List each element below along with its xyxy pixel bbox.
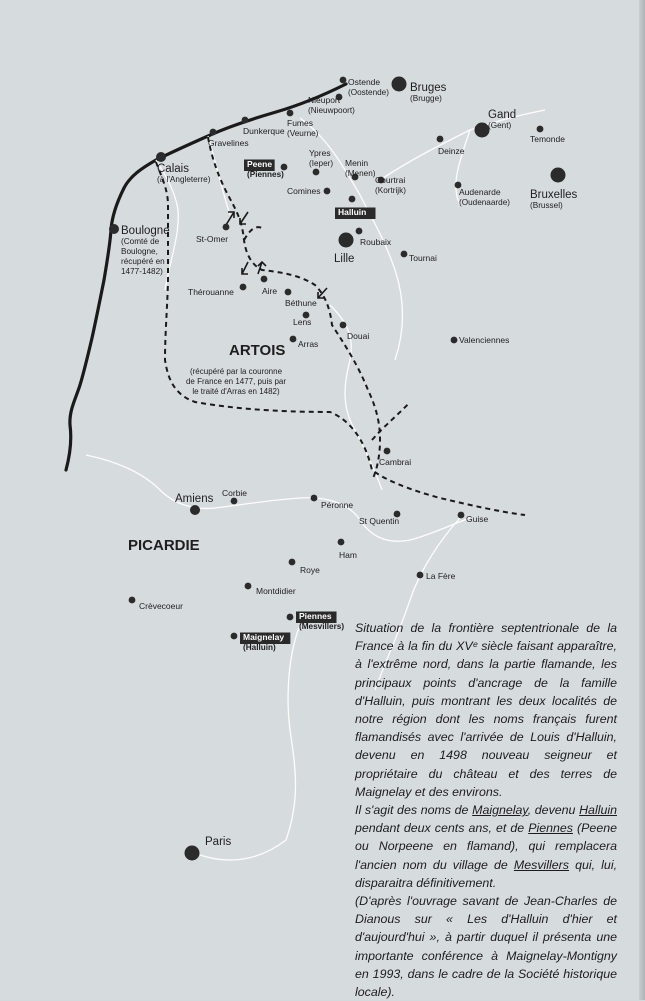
place-label-audenarde-1: (Oudenaarde)	[459, 198, 510, 207]
place-dot-fumes	[287, 110, 294, 117]
place-label-deinze-0: Deinze	[438, 146, 465, 156]
place-dot-temonde	[537, 126, 544, 133]
place-dot-halluin	[349, 196, 356, 203]
place-dot-guise	[458, 512, 465, 519]
place-dot-peronne	[311, 495, 318, 502]
region-artois-note-3: le traité d'Arras en 1482)	[192, 387, 280, 396]
place-therouanne	[188, 284, 246, 297]
place-label-ypres-0: Ypres	[309, 148, 331, 158]
place-label-bruges-1: (Brugge)	[410, 94, 442, 103]
place-dot-paris	[185, 846, 200, 861]
place-crevecoeur	[129, 597, 184, 611]
place-label-bethune-0: Béthune	[285, 298, 317, 308]
underlined-halluin: Halluin	[579, 803, 617, 818]
place-arras	[290, 336, 319, 349]
place-label-roye-0: Roye	[300, 565, 320, 575]
place-dot-maignelay	[231, 633, 238, 640]
place-label-roubaix-0: Roubaix	[360, 237, 392, 247]
place-label-crevecoeur-0: Crèvecoeur	[139, 601, 183, 611]
place-peronne	[311, 495, 354, 510]
place-dot-deinze	[437, 136, 444, 143]
place-dot-lafere	[417, 572, 424, 579]
place-label-courtrai-0: Courtrai	[375, 175, 406, 185]
place-aire	[261, 276, 278, 296]
place-label-piennes-1: (Mesvillers)	[299, 622, 345, 631]
place-stomer	[196, 224, 229, 244]
place-label-ypres-1: (Ieper)	[309, 159, 334, 168]
place-dot-roye	[289, 559, 296, 566]
place-ham	[338, 539, 357, 560]
place-montdidier	[245, 583, 296, 596]
place-dunkerque	[242, 117, 285, 136]
place-label-peene-0: Peene	[247, 159, 273, 169]
place-ostende	[340, 77, 390, 97]
place-guise	[458, 512, 489, 524]
place-label-douai-0: Douai	[347, 331, 370, 341]
place-dot-bethune	[285, 289, 292, 296]
place-label-menin-0: Menin	[345, 158, 369, 168]
place-dot-boulogne	[109, 224, 119, 234]
place-label-fumes-1: (Veurne)	[287, 129, 319, 138]
place-label-maignelay-1: (Halluin)	[243, 643, 276, 652]
place-label-dunkerque-0: Dunkerque	[243, 126, 285, 136]
place-douai	[340, 322, 370, 341]
place-lille	[334, 233, 354, 266]
region-artois-note-1: (récupéré par la couronne	[189, 367, 283, 376]
place-label-peene-1: (Piennes)	[247, 170, 284, 179]
place-label-guise-0: Guise	[466, 514, 489, 524]
place-label-maignelay-0: Maignelay	[243, 632, 285, 642]
place-label-cambrai-0: Cambrai	[379, 457, 412, 467]
place-label-fumes-0: Fumes	[287, 118, 313, 128]
place-dot-gravelines	[210, 129, 217, 136]
place-label-gand-0: Gand	[488, 109, 517, 121]
place-dot-corbie	[231, 498, 238, 505]
place-valenciennes	[451, 335, 510, 345]
place-label-nieuport-0: Nieuport	[308, 95, 341, 105]
place-dot-arras	[290, 336, 297, 343]
underlined-piennes: Piennes	[528, 821, 573, 836]
place-dot-cambrai	[384, 448, 391, 455]
place-bethune	[285, 289, 317, 308]
place-label-halluin-0: Halluin	[338, 207, 367, 217]
place-menin	[345, 158, 376, 180]
place-dot-stomer	[223, 224, 230, 231]
place-label-boulogne-1: (Comté de	[121, 237, 160, 246]
place-boulogne	[109, 224, 170, 276]
place-label-gravelines-0: Gravelines	[208, 138, 249, 148]
place-comines	[287, 186, 330, 196]
place-dot-tournai	[401, 251, 408, 258]
place-lens	[293, 312, 311, 327]
place-dot-ham	[338, 539, 345, 546]
place-roye	[289, 559, 321, 575]
place-label-montdidier-0: Montdidier	[256, 586, 296, 596]
place-label-bruxelles-1: (Brussel)	[530, 201, 563, 210]
place-label-lafere-0: La Fère	[426, 571, 456, 581]
caption-paragraph-3: (D'après l'ouvrage savant de Jean-Charles de Dianous sur « Les d'Halluin d'hier et d'aujourd'hui », à partir duquel il présenta une importante conférence à Maignelay-Montigny en 1993, dans le cadre de la Société historique locale).	[355, 894, 617, 1000]
place-label-boulogne-4: 1477-1482)	[121, 267, 163, 276]
place-label-corbie-0: Corbie	[222, 488, 248, 498]
place-courtrai	[375, 175, 406, 195]
place-label-boulogne-0: Boulogne	[121, 225, 170, 237]
place-label-bruges-0: Bruges	[410, 82, 447, 94]
place-dot-montdidier	[245, 583, 252, 590]
place-ypres	[309, 148, 333, 175]
caption-paragraph-1: Situation de la frontière septentrionale de la France à la fin du XVᵉ siècle faisant apparaître, à l'extrême nord, dans la partie flamande, les principaux points d'ancrage de la famille d'Halluin, puis montrant les deux localités de notre région dont les noms français furent flamandisés avec l'arrivée de Louis d'Halluin, devenu en 1498 nouveau seigneur et propriétaire du château et des terres de Maignelay et des environs.	[355, 621, 617, 799]
place-label-peronne-0: Péronne	[321, 500, 354, 510]
place-label-nieuport-1: (Nieuwpoort)	[308, 106, 355, 115]
place-label-therouanne-0: Thérouanne	[188, 287, 234, 297]
place-label-stquentin-0: St Quentin	[359, 516, 400, 526]
underlined-mesvillers: Mesvillers	[513, 857, 569, 872]
place-label-ostende-1: (Oostende)	[348, 88, 389, 97]
place-dot-valenciennes	[451, 337, 458, 344]
page-edge	[639, 0, 645, 1000]
place-dot-aire	[261, 276, 268, 283]
place-label-boulogne-3: récupéré en	[121, 257, 165, 266]
place-label-comines-0: Comines	[287, 186, 321, 196]
place-tournai	[401, 251, 437, 263]
place-label-valenciennes-0: Valenciennes	[459, 335, 510, 345]
place-label-audenarde-0: Audenarde	[459, 187, 501, 197]
region-picardie-label: PICARDIE	[128, 537, 200, 554]
place-dot-piennes	[287, 614, 294, 621]
place-label-temonde-0: Temonde	[530, 134, 565, 144]
place-label-ham-0: Ham	[339, 550, 357, 560]
place-stquentin	[359, 511, 400, 526]
place-amiens	[175, 493, 214, 515]
place-deinze	[437, 136, 465, 156]
place-dot-ostende	[340, 77, 347, 84]
region-artois-label: ARTOIS	[229, 342, 286, 359]
place-gand	[475, 109, 517, 138]
place-dot-calais	[156, 152, 166, 162]
place-temonde	[530, 126, 565, 144]
place-halluin	[335, 196, 376, 219]
place-label-amiens-0: Amiens	[175, 493, 214, 505]
place-label-menin-1: (Menen)	[345, 169, 376, 178]
place-dot-lille	[339, 233, 354, 248]
place-label-piennes-0: Piennes	[299, 611, 332, 621]
place-label-paris-0: Paris	[205, 836, 232, 848]
place-label-lille-0: Lille	[334, 253, 355, 265]
place-dot-comines	[324, 188, 331, 195]
place-cambrai	[379, 448, 411, 467]
place-audenarde	[455, 182, 511, 207]
place-label-gand-1: (Gent)	[488, 121, 512, 130]
place-dot-ypres	[313, 169, 320, 176]
place-dot-roubaix	[356, 228, 363, 235]
place-label-arras-0: Arras	[298, 339, 319, 349]
underlined-maignelay: Maignelay	[472, 803, 528, 818]
place-peene	[244, 159, 287, 179]
place-label-stomer-0: St-Omer	[196, 234, 229, 244]
place-dot-bruges	[392, 77, 407, 92]
place-label-tournai-0: Tournai	[409, 253, 437, 263]
place-corbie	[222, 488, 247, 504]
place-dot-douai	[340, 322, 347, 329]
place-dot-therouanne	[240, 284, 247, 291]
map-caption	[355, 619, 617, 1001]
place-piennes	[287, 611, 345, 631]
place-label-ostende-0: Ostende	[348, 77, 381, 87]
caption-paragraph-2: Il s'agit des noms de Maignelay, devenu Halluin pendant deux cents ans, et de Piennes (Peene ou Norpeene en flamand), qui remplacera l'ancien nom du village de Mesvillers qui, lui, disparaitra définitivement.	[355, 803, 618, 890]
place-label-calais-1: (à l'Angleterre)	[157, 175, 211, 184]
place-label-lens-0: Lens	[293, 317, 312, 327]
place-label-courtrai-1: (Kortrijk)	[375, 186, 406, 195]
place-dot-crevecoeur	[129, 597, 136, 604]
place-label-boulogne-2: Boulogne,	[121, 247, 158, 256]
place-dot-bruxelles	[551, 168, 566, 183]
place-maignelay	[231, 632, 291, 652]
place-dot-dunkerque	[242, 117, 249, 124]
place-bruxelles	[530, 168, 578, 211]
place-roubaix	[356, 228, 392, 247]
place-dot-amiens	[190, 505, 200, 515]
place-label-bruxelles-0: Bruxelles	[530, 189, 578, 201]
place-bruges	[392, 77, 447, 104]
place-label-aire-0: Aire	[262, 286, 278, 296]
place-label-calais-0: Calais	[157, 163, 189, 175]
region-artois-note-2: de France en 1477, puis par	[185, 377, 287, 386]
place-calais	[156, 152, 211, 184]
